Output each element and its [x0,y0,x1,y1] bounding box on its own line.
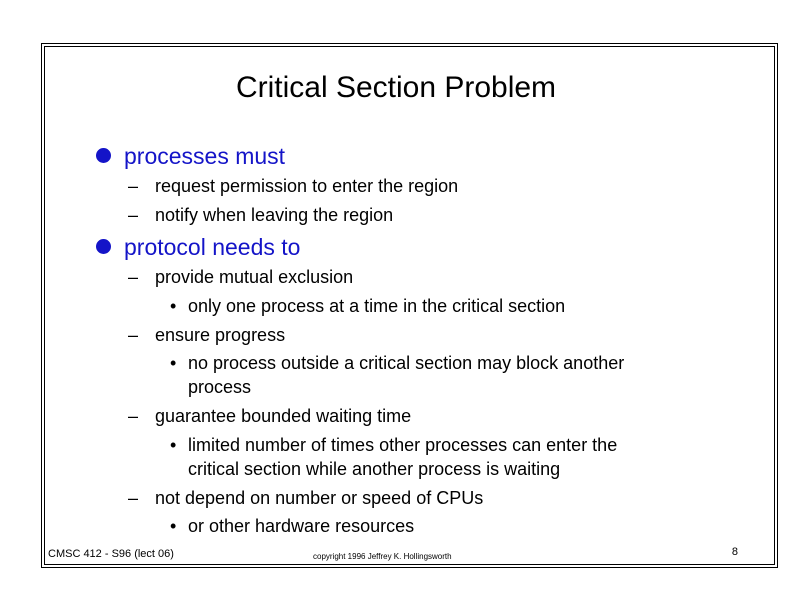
page-number: 8 [731,546,738,558]
dot-bullet-icon: • [170,435,177,455]
list-item [128,266,354,288]
sub-list-item-continuation [188,375,251,399]
sub-list-item-text: critical section while another process is waiting [188,459,561,479]
dot-bullet-icon: • [170,516,177,536]
dash-bullet-icon: – [128,205,139,225]
list-item [128,204,394,226]
footer-course: CMSC 412 - S96 (lect 06) [48,548,174,560]
dot-bullet-icon: • [170,353,177,373]
dash-bullet-icon: – [128,488,139,508]
list-item-text: request permission to enter the region [155,176,459,196]
circle-bullet-icon [96,148,111,163]
sub-list-item-continuation [188,457,560,481]
slide-title: Critical Section Problem [235,71,557,104]
dot-bullet-icon: • [170,296,177,316]
list-item-text: guarantee bounded waiting time [155,406,412,426]
sub-list-item-text: or other hardware resources [188,516,415,536]
list-item-text: provide mutual exclusion [155,267,354,287]
section-heading-processes [124,143,285,169]
sub-list-item [170,514,415,538]
list-item [128,405,412,427]
list-item [128,324,286,346]
sub-list-item-text: only one process at a time in the critical section [188,296,566,316]
sub-list-item-text: no process outside a critical section may block another [188,353,625,373]
list-item [128,487,484,509]
list-item [128,175,459,197]
dash-bullet-icon: – [128,325,139,345]
sub-list-item [170,294,566,318]
footer-copyright: copyright 1996 Jeffrey K. Hollingsworth [313,552,452,561]
sub-list-item [170,351,625,375]
list-item-text: not depend on number or speed of CPUs [155,488,484,508]
list-item-text: ensure progress [155,325,286,345]
list-item-text: notify when leaving the region [155,205,394,225]
circle-bullet-icon [96,239,111,254]
dash-bullet-icon: – [128,267,139,287]
sub-list-item-text: limited number of times other processes can enter the [188,435,618,455]
section-heading-protocol [124,234,300,260]
section-heading-text: protocol needs to [124,234,301,260]
section-heading-text: processes must [124,143,286,169]
dash-bullet-icon: – [128,406,139,426]
sub-list-item-text: process [188,377,252,397]
dash-bullet-icon: – [128,176,139,196]
sub-list-item [170,433,618,457]
